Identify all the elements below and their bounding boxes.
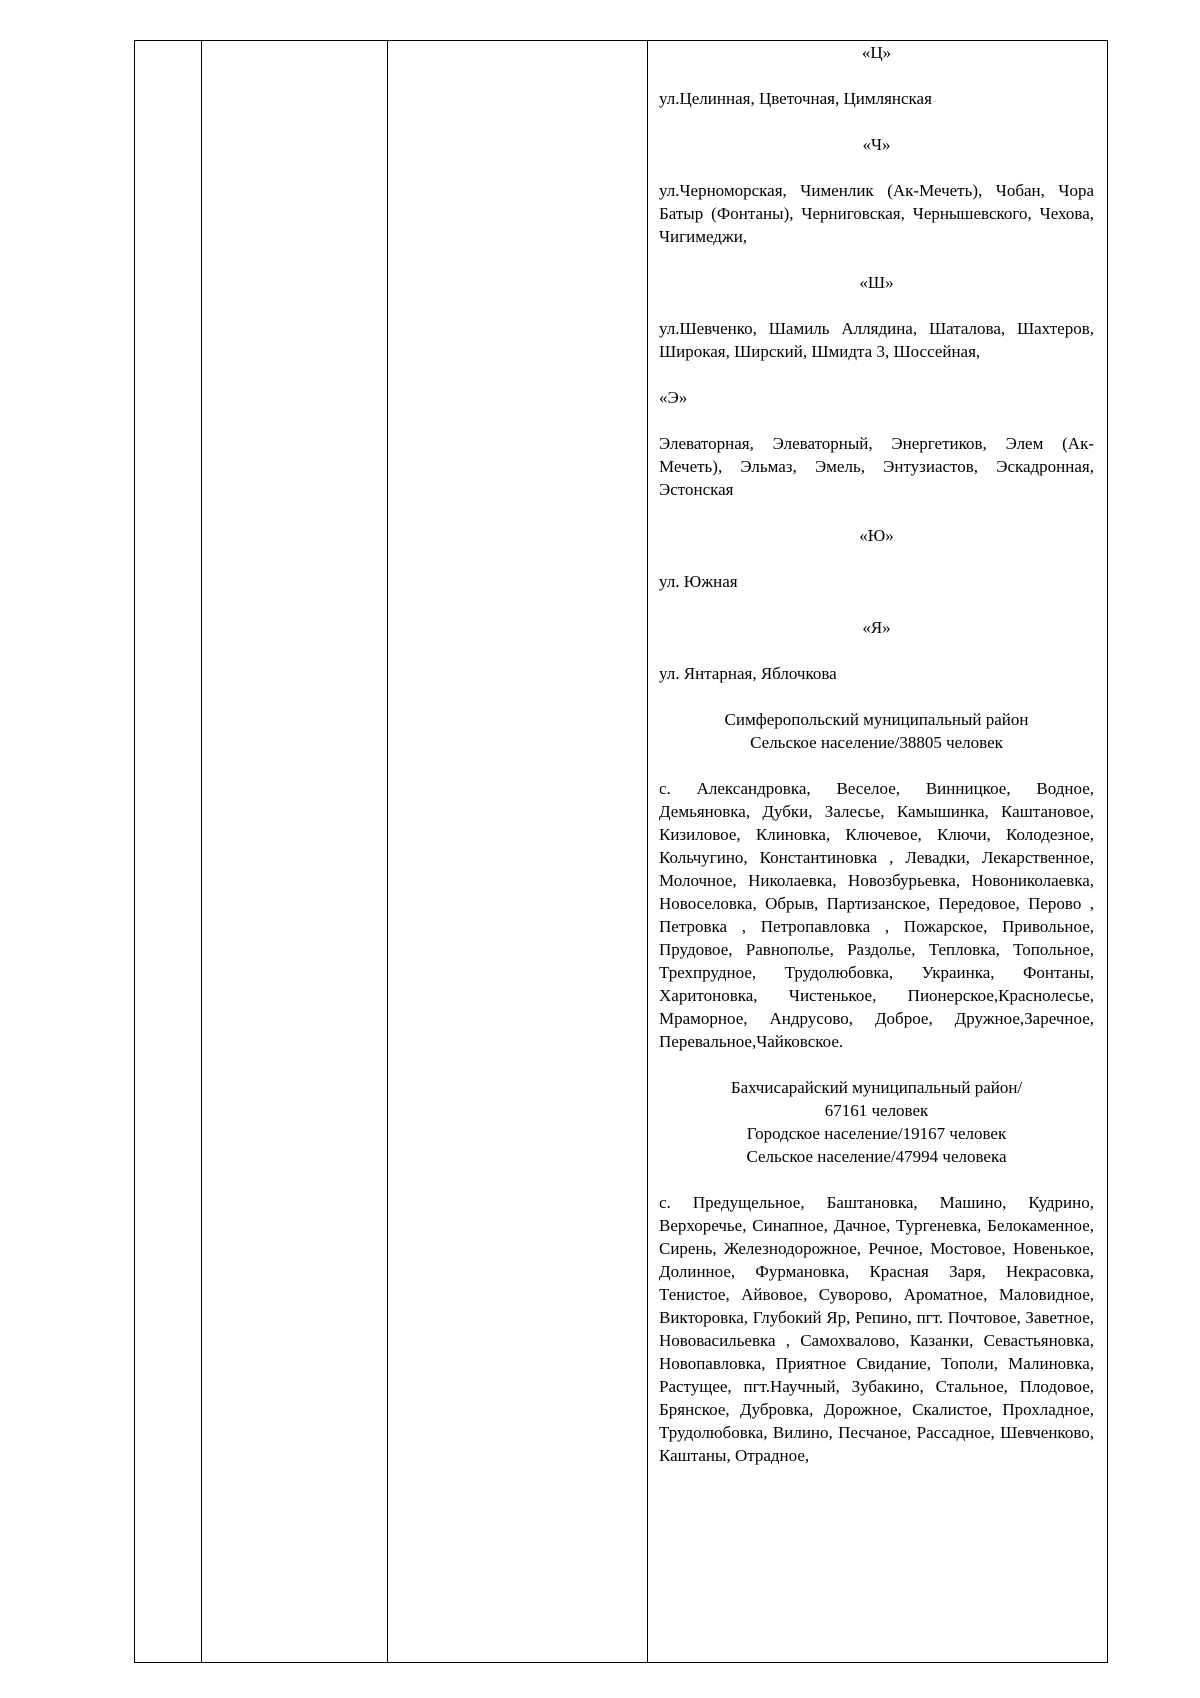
letter-heading-ts: «Ц» <box>861 43 892 62</box>
simferopol-rural-population: Сельское население/38805 человек <box>750 733 1003 752</box>
streets-e: Элеваторная, Элеваторный, Энергетиков, Элем (Ак-Мечеть), Эльмаз, Эмель, Энтузиастов, Эскадронная, Эстонская <box>659 434 1094 499</box>
address-table <box>134 40 1108 1663</box>
bakhchisaray-total-population: 67161 человек <box>824 1101 929 1120</box>
bakhchisaray-urban-population: Городское население/19167 человек <box>746 1124 1007 1143</box>
streets-yu: ул. Южная <box>659 572 738 591</box>
streets-ch: ул.Черноморская, Чименлик (Ак-Мечеть), Чобан, Чора Батыр (Фонтаны), Черниговская, Чернышевского, Чехова, Чигимеджи, <box>659 181 1094 246</box>
streets-ya: ул. Янтарная, Яблочкова <box>659 664 837 683</box>
streets-sh: ул.Шевченко, Шамиль Аллядина, Шаталова, Шахтеров, Широкая, Ширский, Шмидта 3, Шоссейная, <box>659 319 1094 361</box>
column-divider-1 <box>201 41 202 1662</box>
streets-cell <box>659 41 1094 1467</box>
bakhchisaray-villages: с. Предущельное, Баштановка, Машино, Кудрино, Верхоречье, Синапное, Дачное, Тургеневка, Белокаменное, Сирень, Железнодорожное, Речное, Мостовое, Новенькое, Долинное, Фурмановка, Красная Заря, Некрасовка, Тенистое, Айвовое, Суворово, Ароматное, Маловидное, Викторовка, Глубокий Яр, Репино, пгт. Почтовое, Заветное, Нововасильевка , Самохвалово, Казанки, Севастьяновка, Новопавловка, Приятное Свидание, Тополи, Малиновка, Растущее, пгт.Научный, Зубакино, Стальное, Плодовое, Брянское, Дубровка, Дорожное, Скалистое, Прохладное, Трудолюбовка, Вилино, Песчаное, Рассадное, Шевченково, Каштаны, Отрадное, <box>659 1193 1094 1465</box>
bakhchisaray-rural-population: Сельское население/47994 человека <box>746 1147 1007 1166</box>
letter-heading-sh: «Ш» <box>859 273 894 292</box>
streets-ts: ул.Целинная, Цветочная, Цимлянская <box>659 89 932 108</box>
column-divider-3 <box>647 41 648 1662</box>
letter-heading-yu: «Ю» <box>859 526 894 545</box>
simferopol-villages: с. Александровка, Веселое, Винницкое, Водное, Демьяновка, Дубки, Залесье, Камышинка, Каштановое, Кизиловое, Клиновка, Ключевое, Ключи, Колодезное, Кольчугино, Константиновка , Левадки, Лекарственное, Молочное, Николаевка, Новозбурьевка, Новониколаевка, Новоселовка, Обрыв, Партизанское, Передовое, Перово , Петровка , Петропавловка , Пожарское, Привольное, Прудовое, Равнополье, Раздолье, Тепловка, Топольное, Трехпрудное, Трудолюбовка, Украинка, Фонтаны, Харитоновка, Чистенькое, Пионерское,Краснолесье, Мраморное, Андрусово, Доброе, Дружное,Заречное, Перевальное,Чайковское. <box>659 779 1094 1051</box>
letter-heading-ch: «Ч» <box>862 135 891 154</box>
letter-heading-e: «Э» <box>659 388 688 407</box>
simferopol-district-title: Симферопольский муниципальный район <box>724 710 1029 729</box>
column-divider-2 <box>387 41 388 1662</box>
letter-heading-ya: «Я» <box>862 618 891 637</box>
bakhchisaray-district-title: Бахчисарайский муниципальный район/ <box>730 1078 1023 1097</box>
